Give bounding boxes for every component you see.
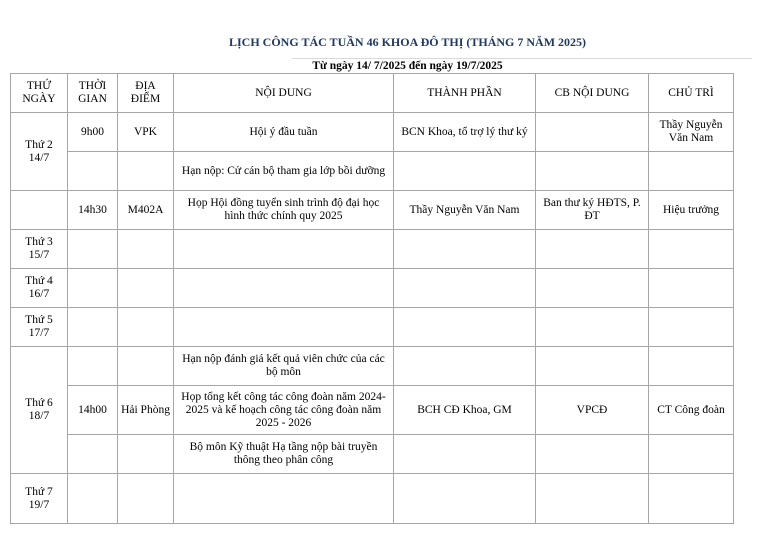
chair-cell xyxy=(649,435,734,474)
table-row xyxy=(11,308,734,347)
chair-cell: Hiệu trưởng xyxy=(649,191,734,230)
schedule-title: LỊCH CÔNG TÁC TUẦN 46 KHOA ĐÔ THỊ (THÁNG 7 NĂM 2025) xyxy=(228,35,587,49)
place-cell: Hải Phòng xyxy=(118,386,174,435)
col-header-day: THỨ NGÀY xyxy=(11,74,68,113)
participants-cell: BCN Khoa, tổ trợ lý thư ký xyxy=(394,113,536,152)
col-header-content: NỘI DUNG xyxy=(174,74,394,113)
participants-cell xyxy=(394,435,536,474)
time-cell xyxy=(68,152,118,191)
table-row xyxy=(11,113,734,152)
chair-cell: CT Công đoàn xyxy=(649,386,734,435)
participants-cell: BCH CĐ Khoa, GM xyxy=(394,386,536,435)
prep-cell xyxy=(536,152,649,191)
content-cell: Hạn nộp: Cử cán bộ tham gia lớp bồi dưỡng xyxy=(174,152,394,191)
content-cell: Họp Hội đồng tuyển sinh trình độ đại học hình thức chính quy 2025 xyxy=(174,191,394,230)
day-cell-sat: Thứ 7 19/7 xyxy=(11,474,68,524)
title-divider xyxy=(292,58,752,59)
chair-cell: Thầy Nguyễn Văn Nam xyxy=(649,113,734,152)
day-cell-fri: Thứ 6 18/7 xyxy=(11,347,68,474)
col-header-chair: CHỦ TRÌ xyxy=(649,74,734,113)
prep-cell xyxy=(536,347,649,386)
content-cell: Hạn nộp đánh giá kết quả viên chức của các bộ môn xyxy=(174,347,394,386)
table-row xyxy=(11,435,734,474)
prep-cell xyxy=(536,113,649,152)
chair-cell xyxy=(649,152,734,191)
place-cell: M402A xyxy=(118,191,174,230)
time-cell: 14h30 xyxy=(68,191,118,230)
table-header-row xyxy=(11,74,734,113)
place-cell xyxy=(118,152,174,191)
col-header-prep: CB NỘI DUNG xyxy=(536,74,649,113)
participants-cell: Thầy Nguyễn Văn Nam xyxy=(394,191,536,230)
time-cell: 14h00 xyxy=(68,386,118,435)
time-cell xyxy=(68,347,118,386)
col-header-place: ĐỊA ĐIỂM xyxy=(118,74,174,113)
table-row xyxy=(11,347,734,386)
content-cell: Họp tổng kết công tác công đoàn năm 2024- 2025 và kế hoạch công tác công đoàn năm 2025 - 2026 xyxy=(174,386,394,435)
col-header-time: THỜI GIAN xyxy=(68,74,118,113)
prep-cell: VPCĐ xyxy=(536,386,649,435)
prep-cell: Ban thư ký HĐTS, P. ĐT xyxy=(536,191,649,230)
day-cell-wed: Thứ 4 16/7 xyxy=(11,269,68,308)
table-row xyxy=(11,191,734,230)
content-cell: Hội ý đầu tuần xyxy=(174,113,394,152)
schedule-date-range: Từ ngày 14/ 7/2025 đến ngày 19/7/2025 xyxy=(312,60,503,72)
content-cell: Bộ môn Kỹ thuật Hạ tầng nộp bài truyền thông theo phân công xyxy=(174,435,394,474)
day-cell-thu: Thứ 5 17/7 xyxy=(11,308,68,347)
place-cell xyxy=(118,435,174,474)
place-cell: VPK xyxy=(118,113,174,152)
chair-cell xyxy=(649,347,734,386)
participants-cell xyxy=(394,152,536,191)
table-row xyxy=(11,152,734,191)
time-cell: 9h00 xyxy=(68,113,118,152)
prep-cell xyxy=(536,435,649,474)
weekly-schedule-table xyxy=(10,73,734,524)
day-cell-mon: Thứ 2 14/7 xyxy=(11,113,68,191)
day-cell-tue: Thứ 3 15/7 xyxy=(11,230,68,269)
col-header-participants: THÀNH PHẦN xyxy=(394,74,536,113)
place-cell xyxy=(118,347,174,386)
table-row xyxy=(11,269,734,308)
time-cell xyxy=(68,435,118,474)
day-cell-empty xyxy=(11,191,68,230)
table-row xyxy=(11,386,734,435)
table-row xyxy=(11,230,734,269)
participants-cell xyxy=(394,347,536,386)
table-row xyxy=(11,474,734,524)
